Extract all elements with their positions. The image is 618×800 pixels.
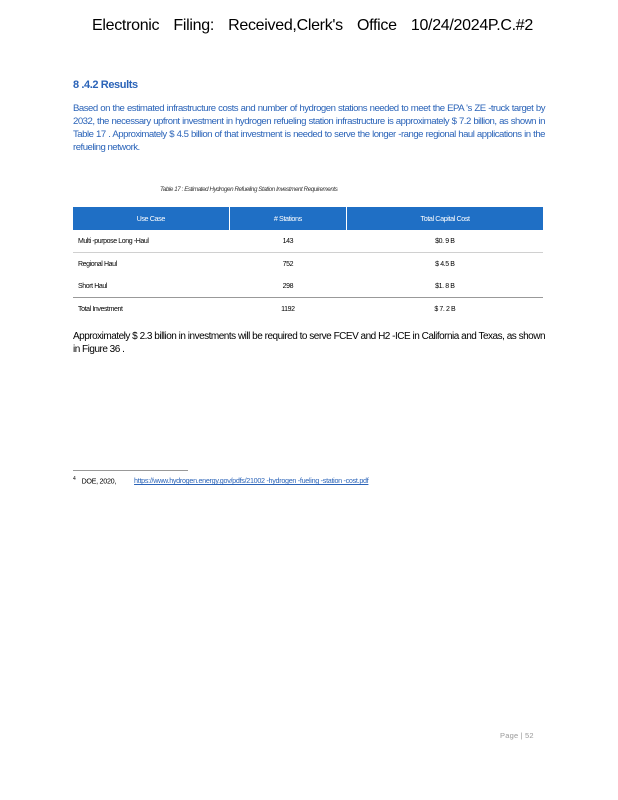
table-row <box>73 253 543 276</box>
footnote-source: DOE, 2020, <box>81 476 117 486</box>
footnote-link[interactable]: https://www.hydrogen.energy.gov/pdfs/21002 -hydrogen -fueling -station -cost.pdf <box>134 476 369 486</box>
filing-header: Electronic Filing: Received,Clerk's Office 10/24/2024P.C.#2 <box>92 17 533 34</box>
cell-stations: 298 <box>282 282 294 290</box>
cell-use-case: Multi -purpose Long -Haul <box>73 230 229 253</box>
cell-stations: 752 <box>282 260 294 268</box>
table-row <box>73 275 543 298</box>
header-capital-cost: Total Capital Cost <box>347 207 543 230</box>
cell-use-case: Short Haul <box>78 282 108 290</box>
footnote <box>73 476 368 485</box>
cell-cost: $ 4.5 B <box>435 260 455 268</box>
page-number: Page | 52 <box>500 731 534 740</box>
table-header-row <box>73 207 543 230</box>
cell-stations: 143 <box>229 230 347 253</box>
section-title: 8 .4.2 Results <box>73 79 138 91</box>
header-use-case: Use Case <box>73 207 229 230</box>
investment-paragraph: Approximately $ 2.3 billion in investments will be required to serve FCEV and H2 -ICE in California and Texas, as shown in Figure 36 . <box>73 331 545 355</box>
header-stations: # Stations <box>229 207 347 230</box>
cell-total-stations: 1192 <box>229 298 347 321</box>
results-paragraph: Based on the estimated infrastructure costs and number of hydrogen stations needed to meet the EPA 's ZE -truck target by 2032, the necessary upfront investment in hydrogen refueling station infrastructure is approximately $ 7.2 billion, as shown in Table 17 . Approximately $ 4.5 billion of that investment is needed to serve the longer -range regional haul applications in the refueling network. <box>73 103 545 153</box>
cell-total-cost: $ 7. 2 B <box>347 298 543 321</box>
table-row <box>73 230 543 253</box>
cell-total-label: Total Investment <box>73 298 229 321</box>
investment-table <box>73 207 543 320</box>
cell-use-case: Regional Haul <box>78 260 117 268</box>
footnote-divider <box>73 470 188 471</box>
cell-cost: $1. 8 B <box>435 282 455 290</box>
cell-cost: $0. 9 B <box>347 230 543 253</box>
table-caption: Table 17 : Estimated Hydrogen Refueling Station Investment Requirements <box>160 186 338 193</box>
table-total-row <box>73 298 543 321</box>
footnote-marker: 4 <box>73 476 76 482</box>
